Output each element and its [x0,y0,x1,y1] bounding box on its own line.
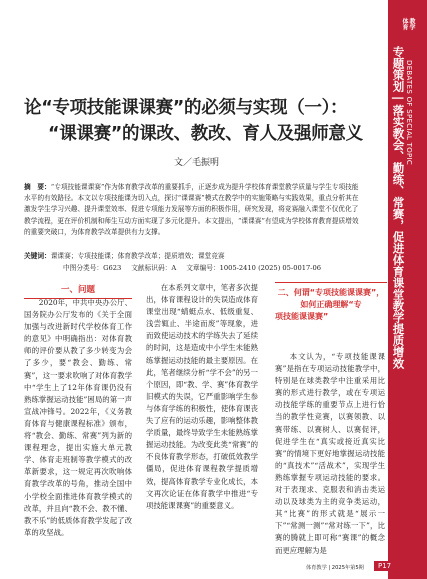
article-title-line2: “课课赛”的课改、教改、育人及强师意义 [48,124,363,144]
keywords-text: 课课赛；专项技能课；体育教学改革；提质增效；课堂竞赛 [50,252,225,260]
sidebar-small-label [388,18,427,40]
sidebar-main-title: 专题策划 | 落实教会、勤练、常赛，促进体育课堂教学提质增效 [391,46,406,369]
keywords-label: 关键词： [24,252,51,260]
abstract-text: “专项技能课课赛”作为体育教学改革的重要抓手，正逐步成为提升学校体育课堂教学质量与学生专项技能水平的有效路径。本文以专项技能课为切入点，探讨“课课赛”模式在教学中的实施策略与实践效果，重点分析其在激发学生学习兴趣、提升课堂效率、促进专项能力发展等方面的积极作用，研究发现，将竞赛融入课堂不仅优化了教学流程，更在评价机制和师生互动方面实现了多元化提升。本文提出，“课课赛”有望成为学校体育教育提质增效的重要突破口，为体育教学改革提供有力支撑。 [24,183,359,236]
paragraph: 2020年，中共中央办公厅、国务院办公厅发布的《关于全面加强与改进新时代学校体育工作的意见》中明确指出：对体育教师的评价要从教了多少转变为会了多少，要“教会、勤练、常赛”，这一要求吹响了对体育教学中“学生上了12年体育课仍没有熟练掌握运动技能”困局的第一声宣战冲锋号。2022年，《义务教育体育与健康课程标准》颁布，将“教会、勤练、常赛”列为新的课程理念，提出实施大单元教学、体育走班制等教学模式的改革新要求，这一规定再次吹响体育教学改革的号角，推动全国中小学校全面推进体育教学模式的改革，并且向“教不会、教不懂、教不乐”的低质体育教学发起了改革的攻坚战。 [24,298,132,537]
article-title-line1: 论“专项技能课课赛”的必须与实现（一）： [24,98,348,118]
section2-heading-rule [275,282,387,283]
sidebar-english-title: DEBATES OF SPECIAL TOPIC [405,60,413,166]
abstract-label: 摘 要： [24,183,51,191]
paragraph: 本文认为，“专项技能课课赛”是指在专项运动技能教学中，特别是在球类教学中注重采用比赛的形式进行教学，或在专项运动技能学练的重要节点上进行恰当的教学性竞赛，以赛领教、以赛带练、以赛树人、以赛促评，促进学生在“真实或接近真实比赛”的情境下更好地掌握运动技能的“真技术”“活战术”，实现学生熟练掌握专项运动技能的要求。对于表现求、克服表和消击类运动以及球类为主的竞争类运动，其“比赛”的形式就是“展示一下”“常测一测”“常对练一下”，比赛的腾就上即可称“赛课”的概念而更应理解为是 [275,352,385,555]
article-meta [63,263,373,274]
section1-body [24,297,132,539]
sidebar-label-a: 体育 [401,18,408,30]
page-number: P17 [374,561,395,571]
abstract [24,182,364,238]
document-code: 文献标识码：A [131,264,177,272]
keywords [24,251,364,262]
section2-heading-line1: 二、何谓“专项技能课课赛”，如何正确理解“专 [277,288,385,309]
section1-heading-text: 一、问题 [60,285,95,295]
section2-heading [275,282,387,323]
paragraph: 在本系列文章中，笔者多次提出，体育课程设计的失误造成体育课堂出现“蜻蜓点水、低级重复、浅尝辄止、半途而废”等现象，进而致使运动技术的学练失去了延续的时间，这是造成中小学生未能熟练掌握运动技能的最主要原因。在此，笔者继续分析“学不会”的另一个原因，即“教、学、赛”体育教学旧模式的失误，它严重影响学生参与体育学练的积极性，使体育课丧失了应有的运动乐趣，影响整体教学质量，最终导致学生未能熟练掌握运动技能。为改变此类“常赛”的不良体育教学形态，打破低效教学僵局，促进体育课程教学提质增效，提高体育教学专业化成长，本文再次论证在体育教学中推进“专项技能课课赛”的重要意义。 [146,283,258,510]
article-number: 文章编号：1005-2410 (2025) 05-0017-06 [186,264,321,272]
sidebar-label-b: 教学 [408,18,415,30]
author-byline: 文／毛振明 [174,158,220,168]
journal-footer: 体育教学 | 2025年第5期 [306,565,364,571]
section2-body [275,351,385,557]
clc-number: 中图分类号：G623 [63,264,122,272]
section2-heading-line2: 项技能课课赛” [275,312,329,321]
middle-body [146,282,258,512]
